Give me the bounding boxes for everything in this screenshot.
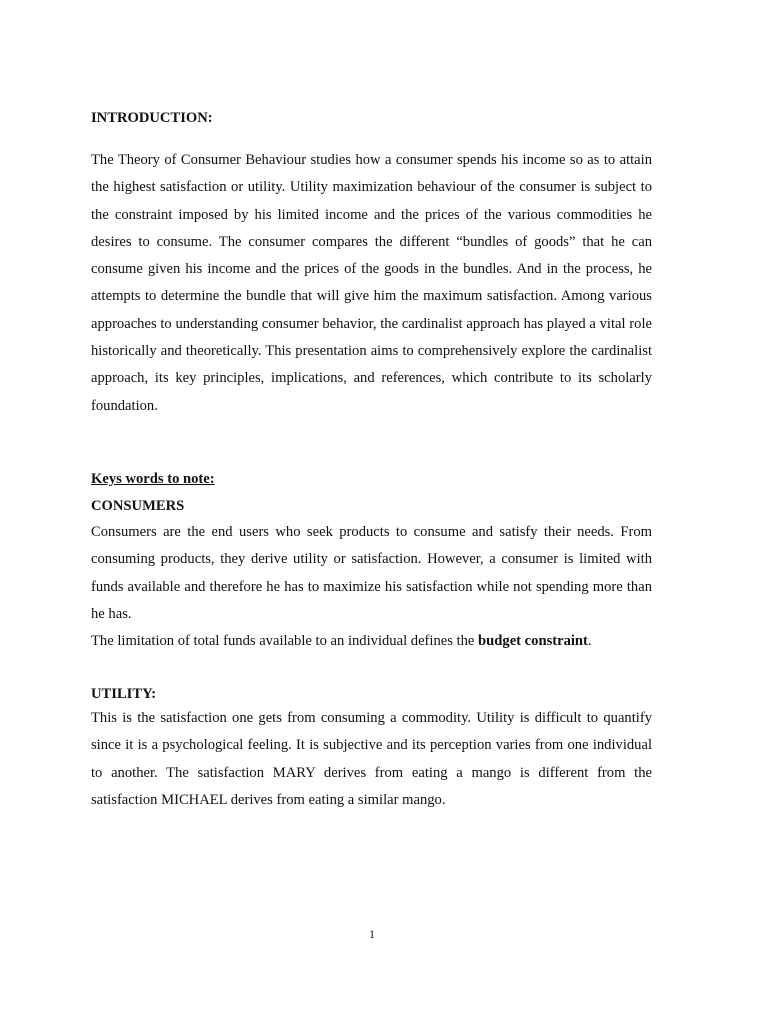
utility-heading: UTILITY: — [91, 686, 157, 703]
budget-constraint-sentence — [91, 628, 652, 654]
budget-constraint-term: budget constraint — [478, 633, 588, 650]
intro-heading: INTRODUCTION: — [91, 110, 213, 126]
page-number: 1 — [369, 927, 375, 941]
intro-paragraph: The Theory of Consumer Behaviour studies how a consumer spends his income so as to attain the highest satisfaction or utility. Utility maximization behaviour of the consumer is subject to the constraint imposed by his limited income and the prices of the various commodities he desires to consume. The consumer compares the different “bundles of goods” that he can consume given his income and the prices of the goods in the bundles. And in the process, he attempts to determine the bundle that will give him the maximum satisfaction. Among various approaches to understanding consumer behavior, the cardinalist approach has played a vital role historically and theoretically. This presentation aims to comprehensively explore the cardinalist approach, its key principles, implications, and references, which contribute to its scholarly foundation. — [91, 152, 652, 414]
utility-paragraph: This is the satisfaction one gets from consuming a commodity. Utility is difficult to quantify since it is a psychological feeling. It is subjective and its perception varies from one individual to another. The satisfaction MARY derives from eating a mango is different from the satisfaction MICHAEL derives from eating a similar mango. — [91, 710, 652, 809]
budget-sentence-prefix: The limitation of total funds available to an individual defines the — [91, 633, 479, 650]
budget-sentence-suffix: . — [587, 633, 592, 650]
page-content — [91, 108, 652, 814]
consumers-heading: CONSUMERS — [91, 497, 185, 514]
keywords-heading: Keys words to note: — [91, 470, 215, 487]
consumers-paragraph: Consumers are the end users who seek products to consume and satisfy their needs. From consuming products, they derive utility or satisfaction. However, a consumer is limited with funds available and therefore he has to maximize his satisfaction while not spending more than he has. — [91, 523, 652, 622]
